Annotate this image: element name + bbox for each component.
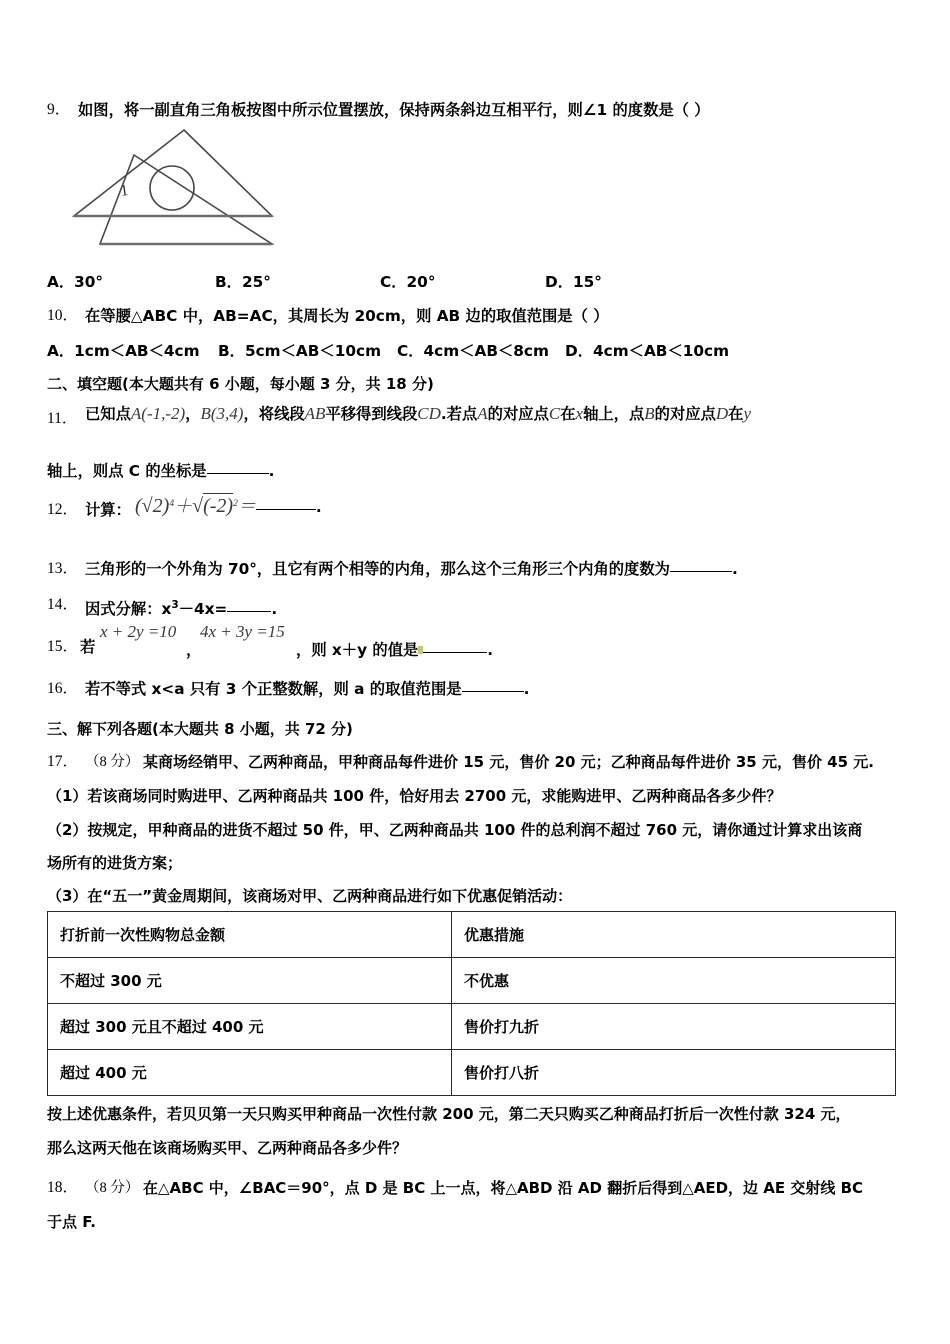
q11-text-1: 已知点 <box>85 405 131 423</box>
q16-period: . <box>523 680 530 698</box>
q11-text-6: 在 <box>560 405 576 423</box>
q11-answer-blank[interactable] <box>207 473 269 474</box>
q14-answer-blank[interactable] <box>227 611 271 612</box>
question-9-stem: 如图，将一副直角三角板按图中所示位置摆放，保持两条斜边互相平行，则∠1 的度数是（ ） <box>78 101 710 119</box>
question-14-body <box>85 595 277 620</box>
question-17-number: 17． <box>47 753 79 770</box>
question-12-label: 计算： <box>85 501 131 519</box>
table-cell-measure-2: 售价打九折 <box>452 1004 896 1050</box>
table-cell-amount-3: 超过 400 元 <box>48 1050 452 1096</box>
question-17-sub-2-line-1: （2）按规定，甲种商品的进货不超过 50 件，甲、乙两种商品共 100 件的总利润不超过 760 元，请你通过计算求出该商 <box>47 821 863 839</box>
angle-1-label: 1 <box>119 182 130 200</box>
question-13-number: 13． <box>47 560 79 577</box>
q11-comma-1: ， <box>185 405 201 423</box>
option-b-q9[interactable] <box>215 272 271 292</box>
option-a-letter-q9: A． <box>47 273 75 291</box>
option-a-q10[interactable] <box>47 341 200 361</box>
q11-segment-ab: AB <box>304 404 326 423</box>
option-c-q9[interactable] <box>380 272 435 292</box>
option-c-text-q10: 4cm＜AB＜8cm <box>423 342 549 360</box>
question-17-sub-2-line-2: 场所有的进货方案； <box>47 854 183 872</box>
q14-exponent: 3 <box>171 599 179 611</box>
q13-answer-blank[interactable] <box>670 571 732 572</box>
q13-period: . <box>731 560 738 578</box>
q12-paren-open: ( <box>135 495 142 518</box>
question-18-number: 18． <box>47 1179 79 1196</box>
option-a-text-q10: 1cm＜AB＜4cm <box>74 342 200 360</box>
q12-exponent-4: 4 <box>169 498 175 509</box>
q15-tail-text: 则 x＋y 的值是 <box>311 641 419 659</box>
question-17-score: （8 分） <box>85 754 140 770</box>
q13-text: 三角形的一个外角为 70°，且它有两个相等的内角，那么这个三角形三个内角的度数为 <box>85 560 670 578</box>
question-12-expression <box>135 494 322 518</box>
q11-text-4: .若点 <box>440 405 478 423</box>
q15-equation-1: x + 2y =10 <box>100 622 177 641</box>
q15-comma-2: ， <box>296 641 312 659</box>
option-d-letter-q9: D． <box>545 273 573 291</box>
option-b-text-q10: 5cm＜AB＜10cm <box>244 342 382 360</box>
option-b-text-q9: 25° <box>241 273 271 291</box>
q16-text: 若不等式 x<a 只有 3 个正整数解，则 a 的取值范围是 <box>85 680 462 698</box>
q11-axis-x: x <box>575 404 584 423</box>
table-row <box>48 1004 896 1050</box>
question-17-sub-1: （1）若该商场同时购进甲、乙两种商品共 100 件，恰好用去 2700 元，求能购进甲、乙两种商品各多少件？ <box>47 787 782 805</box>
q14-text-b: －4x= <box>178 600 228 619</box>
question-17-sub-3: （3）在“五一”黄金周期间，该商场对甲、乙两种商品进行如下优惠促销活动： <box>47 887 573 905</box>
option-b-letter-q9: B． <box>215 273 242 291</box>
q11-text-7: 轴上，点 <box>583 405 645 423</box>
q15-period: . <box>487 641 494 659</box>
question-11-body <box>85 404 751 425</box>
question-9-number: 9． <box>47 101 71 118</box>
q11-label-b2: B <box>644 404 655 423</box>
question-16-body <box>85 679 529 700</box>
option-d-q9[interactable] <box>545 272 602 292</box>
question-18-line-1: 在△ABC 中，∠BAC＝90°，点 D 是 BC 上一点，将△ABD 沿 AD 翻折后得到△AED，边 AE 交射线 BC <box>143 1179 864 1197</box>
section-2-heading: 二、填空题(本大题共有 6 小题，每小题 3 分，共 18 分) <box>47 375 434 393</box>
q12-paren-close: ) <box>162 495 170 518</box>
question-15-label: 若 <box>80 638 96 656</box>
question-11-number: 11． <box>47 410 78 427</box>
q12-equals: ＝ <box>237 496 256 517</box>
question-14-number: 14． <box>47 596 79 613</box>
q11-text-9: 在 <box>728 405 744 423</box>
option-c-q10[interactable] <box>397 341 549 361</box>
question-11-line-2 <box>47 461 274 482</box>
q11-label-d: D <box>715 404 729 423</box>
question-18-line-2: 于点 F. <box>47 1213 96 1231</box>
table-cell-amount-2: 超过 300 元且不超过 400 元 <box>48 1004 452 1050</box>
question-16-number: 16． <box>47 680 79 697</box>
table-header-measure: 优惠措施 <box>452 912 896 958</box>
table-cell-amount-1: 不超过 300 元 <box>48 958 452 1004</box>
question-12-number: 12． <box>47 501 79 518</box>
q15-equation-2: 4x + 3y =15 <box>200 622 285 641</box>
set-square-hole-circle <box>150 166 194 210</box>
question-15-tail <box>296 640 493 661</box>
set-squares-diagram <box>60 126 290 254</box>
option-a-q9[interactable] <box>47 272 103 292</box>
table-header-row <box>48 912 896 958</box>
option-c-letter-q10: C． <box>397 342 424 360</box>
q12-period: . <box>315 498 322 517</box>
table-row <box>48 1050 896 1096</box>
lower-triangle <box>100 155 272 244</box>
upper-triangle <box>74 130 272 216</box>
question-18-score: （8 分） <box>85 1180 140 1196</box>
q14-period: . <box>271 600 278 619</box>
q11-text-3: 平移得到线段 <box>325 405 418 423</box>
option-d-letter-q10: D． <box>565 342 593 360</box>
question-17-after-table-line-1: 按上述优惠条件，若贝贝第一天只购买甲种商品一次性付款 200 元，第二天只购买乙种商品打折后一次性付款 324 元， <box>47 1105 851 1123</box>
q11-text-8: 的对应点 <box>654 405 716 423</box>
q15-answer-blank[interactable] <box>423 652 487 653</box>
q11-line2-text: 轴上，则点 C 的坐标是 <box>47 462 207 480</box>
q12-answer-blank[interactable] <box>256 509 316 510</box>
option-c-letter-q9: C． <box>380 273 407 291</box>
q16-answer-blank[interactable] <box>462 691 524 692</box>
question-17-after-table-line-2: 那么这两天他在该商场购买甲、乙两种商品各多少件？ <box>47 1139 408 1157</box>
option-b-q10[interactable] <box>218 341 381 361</box>
table-header-amount: 打折前一次性购物总金额 <box>48 912 452 958</box>
q14-text-a: 因式分解：x <box>85 600 172 619</box>
option-a-letter-q10: A． <box>47 342 75 360</box>
question-15-number: 15． <box>47 638 79 655</box>
q12-plus: ＋ <box>174 496 193 517</box>
q11-label-c: C <box>548 404 561 423</box>
table-cell-measure-1: 不优惠 <box>452 958 896 1004</box>
option-c-text-q9: 20° <box>406 273 436 291</box>
table-row <box>48 958 896 1004</box>
question-9-figure <box>60 126 290 254</box>
q12-sqrt-2: √2 <box>141 495 163 518</box>
q12-radicand: (-2) <box>203 495 234 518</box>
option-b-letter-q10: B． <box>218 342 245 360</box>
q11-period: . <box>268 462 275 480</box>
section-3-heading: 三、解下列各题(本大题共 8 小题，共 72 分) <box>47 720 353 738</box>
q11-point-a: A(-1,-2) <box>130 404 186 423</box>
question-10-number: 10． <box>47 307 79 324</box>
q12-exponent-2: 2 <box>233 498 238 509</box>
q11-label-a2: A <box>477 404 488 423</box>
q12-sqrt-sign: √ <box>192 495 204 518</box>
question-10-stem: 在等腰△ABC 中，AB=AC，其周长为 20cm，则 AB 边的取值范围是（ ） <box>85 307 609 325</box>
q11-segment-cd: CD <box>417 404 441 423</box>
option-a-text-q9: 30° <box>74 273 104 291</box>
q11-text-2: ，将线段 <box>243 405 305 423</box>
q11-text-5: 的对应点 <box>487 405 549 423</box>
q11-point-b: B(3,4) <box>200 404 244 423</box>
q15-comma-1: ， <box>186 641 202 659</box>
promotion-table <box>47 911 896 1096</box>
question-17-stem: 某商场经销甲、乙两种商品，甲种商品每件进价 15 元，售价 20 元；乙种商品每件进价 35 元，售价 45 元. <box>143 753 874 771</box>
question-13-body <box>85 559 738 580</box>
option-d-text-q9: 15° <box>573 273 602 291</box>
table-cell-measure-3: 售价打八折 <box>452 1050 896 1096</box>
q11-axis-y: y <box>743 404 752 423</box>
option-d-q10[interactable] <box>565 341 729 361</box>
option-d-text-q10: 4cm＜AB＜10cm <box>593 342 730 360</box>
